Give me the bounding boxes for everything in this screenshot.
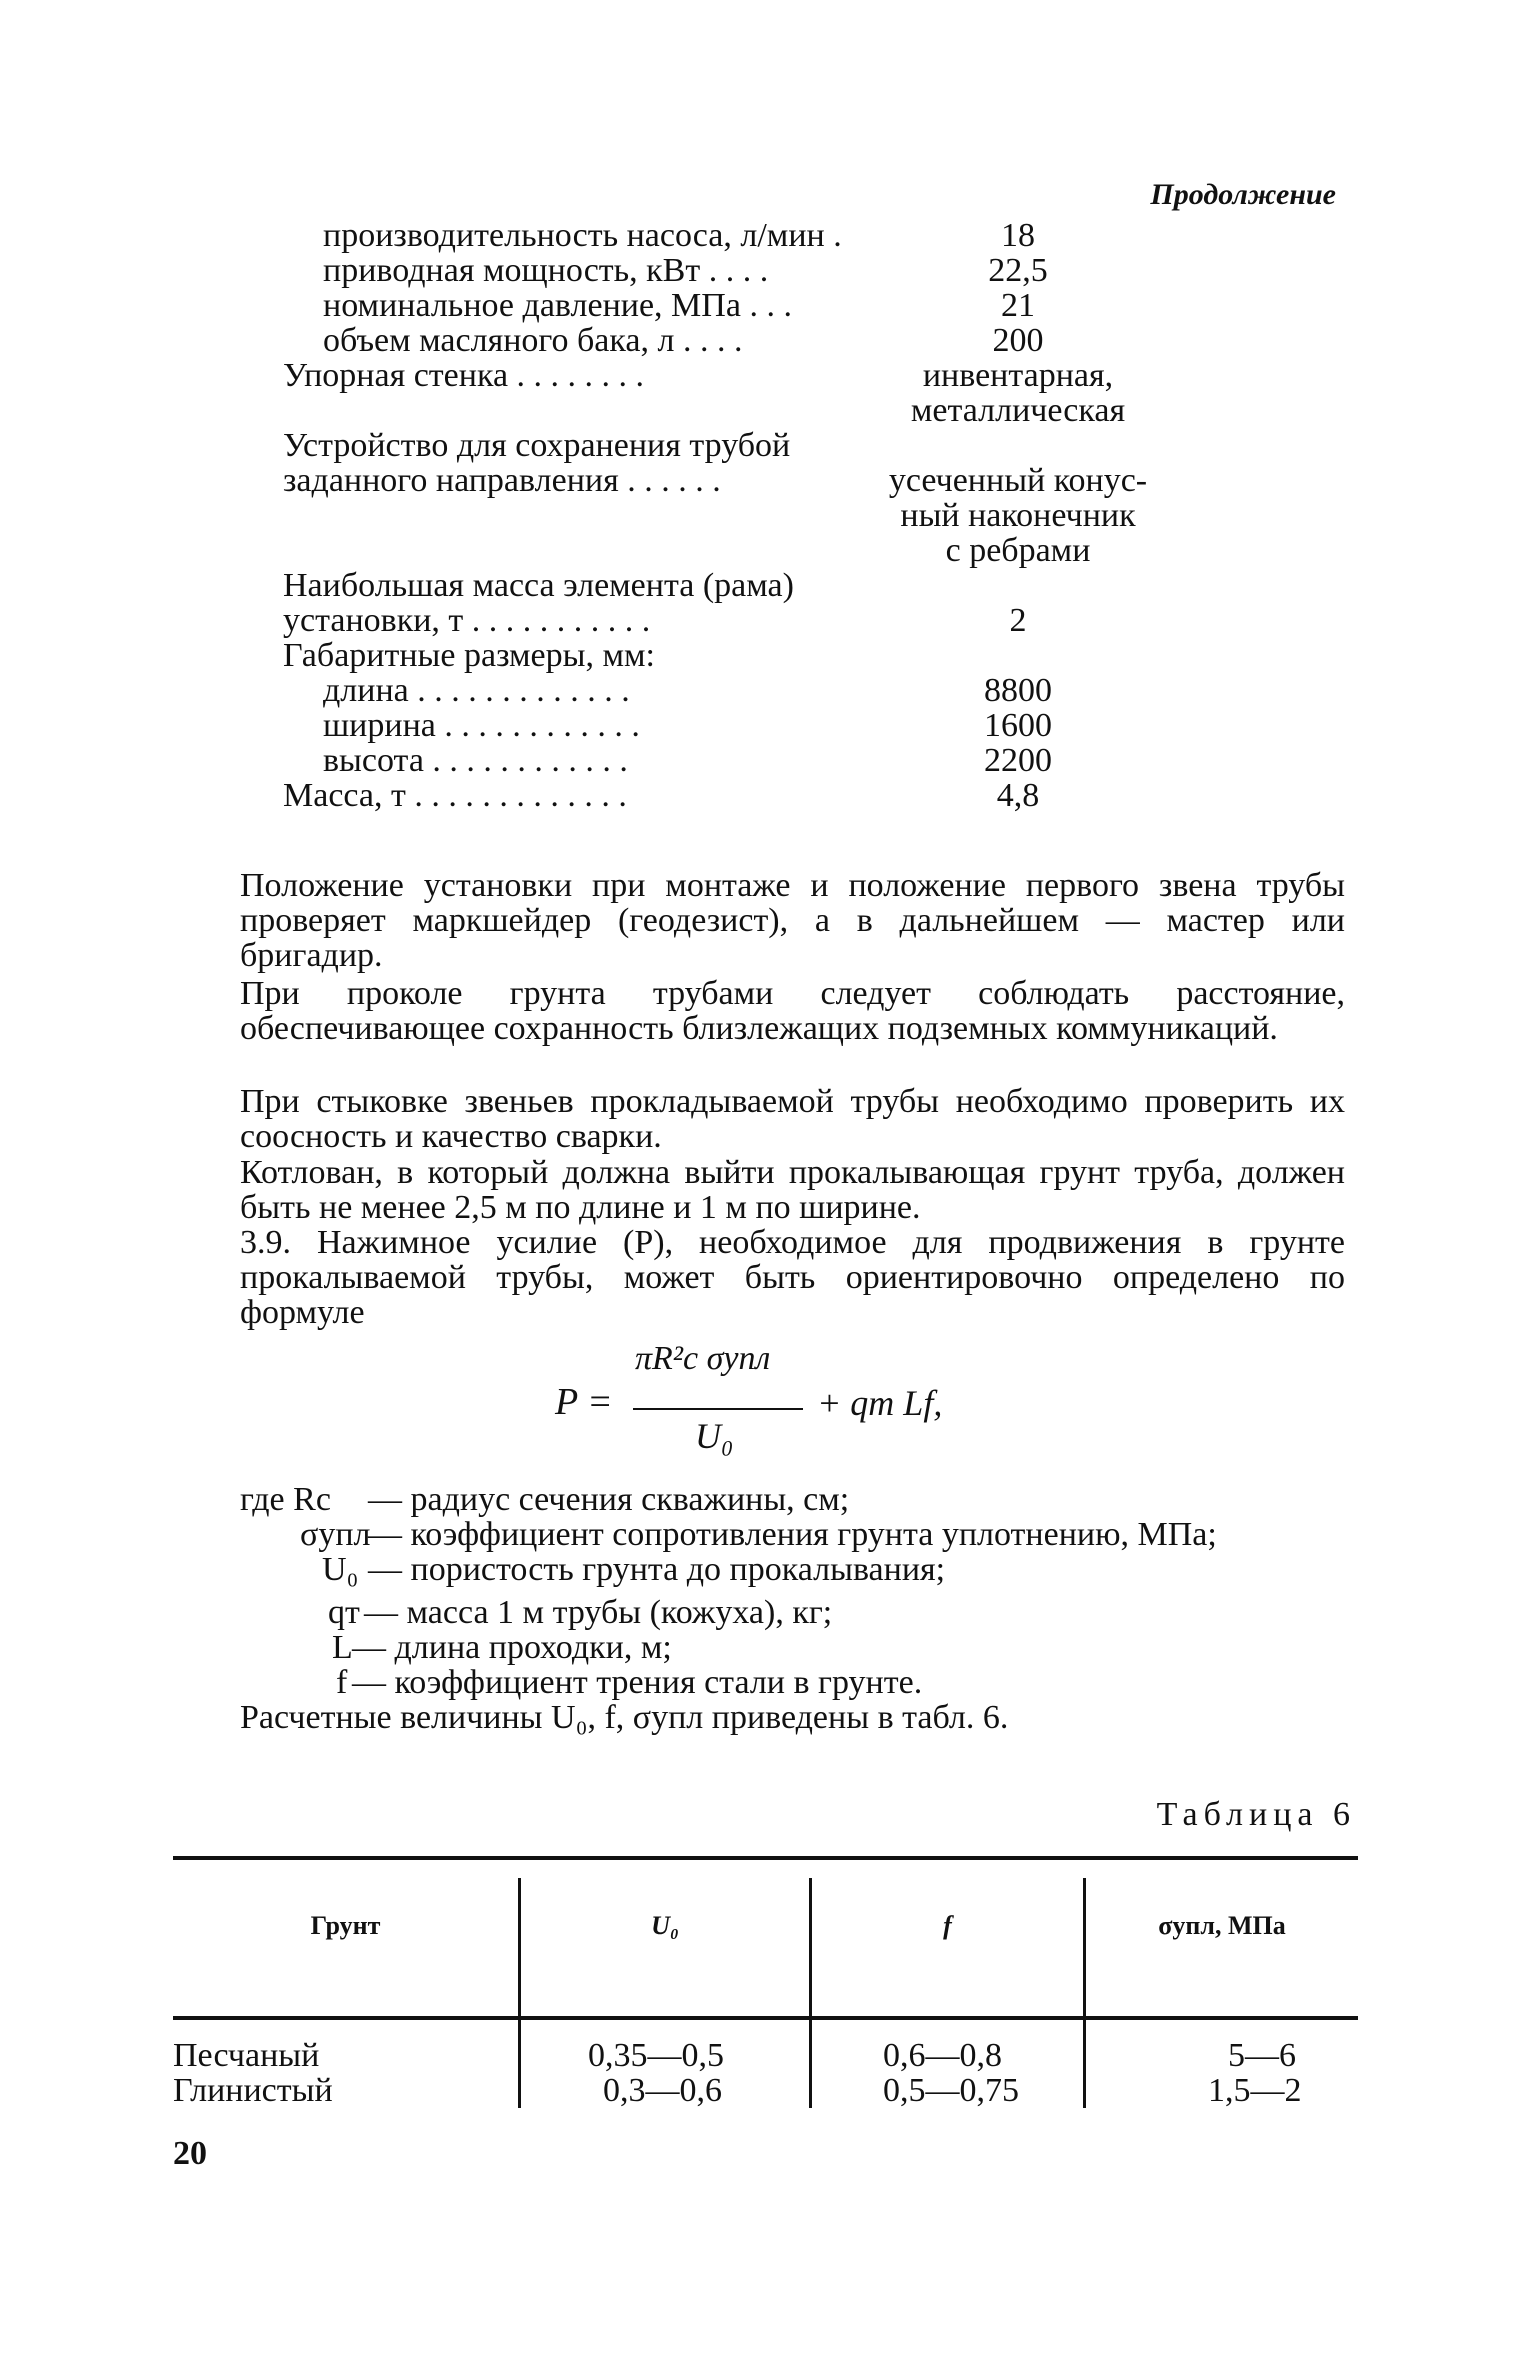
- formula-numerator: πR²c σупл: [635, 1340, 771, 1377]
- force-formula: [555, 1340, 1005, 1470]
- table-6: [173, 1856, 1358, 2116]
- spec-list: [283, 218, 1283, 813]
- spec-label: длина: [323, 672, 409, 709]
- table-cell: Песчаный: [173, 2037, 320, 2074]
- table-cell: 0,6—0,8: [883, 2037, 1002, 2074]
- spec-label-line: [283, 428, 790, 463]
- definition-item: [240, 1595, 1340, 1630]
- spec-row: [283, 533, 1283, 568]
- page-number: 20: [173, 2135, 207, 2172]
- paragraph-3: При стыковке звеньев прокладываемой трубы необходимо проверить их соосность и качество сварки.: [240, 1083, 1345, 1155]
- definition-text: — коэффициент трения стали в грунте.: [352, 1664, 923, 1701]
- table-cell: 5—6: [1228, 2037, 1296, 2074]
- spec-label-line: [323, 218, 842, 253]
- spec-row: [283, 743, 1283, 778]
- spec-label: Устройство для сохранения трубой: [283, 427, 791, 464]
- spec-label-line: [283, 463, 721, 498]
- definition-symbol: qт: [328, 1594, 360, 1631]
- definition-item: [240, 1517, 1340, 1552]
- closing-text: Расчетные величины U₀, f, σупл приведены в табл. 6.: [240, 1699, 1009, 1736]
- spec-label-line: [323, 288, 792, 323]
- spec-leader-dots: . . . .: [682, 322, 743, 359]
- definition-symbol: U₀: [322, 1551, 359, 1588]
- spec-label: Масса, т: [283, 777, 406, 814]
- definition-item: [240, 1630, 1340, 1665]
- spec-label: объем масляного бака, л: [323, 322, 675, 359]
- spec-label: Габаритные размеры, мм:: [283, 637, 655, 674]
- spec-leader-dots: . . . . . . . .: [516, 357, 645, 394]
- formula-denominator: U₀: [695, 1416, 734, 1456]
- definition-symbol: σупл: [300, 1516, 371, 1553]
- table-top-rule: [173, 1856, 1358, 1860]
- table-title: Таблица 6: [1156, 1796, 1356, 1833]
- definition-text: — радиус сечения скважины, см;: [368, 1481, 850, 1518]
- definition-text: — пористость грунта до прокалывания;: [368, 1551, 946, 1588]
- spec-value: 4,8: [996, 777, 1040, 814]
- paragraph-4: Котлован, в который должна выйти прокалывающая грунт труба, должен быть не менее 2,5 м по длине и 1 м по ширине.: [240, 1154, 1345, 1226]
- header-porosity: U₀: [651, 1911, 679, 1940]
- table-cell: 0,5—0,75: [883, 2072, 1019, 2109]
- spec-value: ный наконечник: [900, 497, 1136, 534]
- spec-row: [283, 323, 1283, 358]
- definition-text: — длина проходки, м;: [352, 1629, 672, 1666]
- spec-row: [283, 708, 1283, 743]
- spec-label: установки, т: [283, 602, 464, 639]
- spec-row: [283, 568, 1283, 603]
- continued-label: Продолжение: [1150, 178, 1336, 211]
- spec-label: заданного направления: [283, 462, 619, 499]
- spec-value: инвентарная,: [922, 357, 1114, 394]
- spec-row: [283, 603, 1283, 638]
- spec-value: усеченный конус-: [888, 462, 1148, 499]
- header-soil: Грунт: [310, 1911, 381, 1940]
- spec-label: приводная мощность, кВт: [323, 252, 701, 289]
- definitions-list: [240, 1482, 1340, 1735]
- spec-label-line: [323, 673, 630, 708]
- paragraph-2: При проколе грунта трубами следует соблюдать расстояние, обеспечивающее сохранность близлежащих подземных коммуникаций.: [240, 975, 1345, 1047]
- paragraph-1: Положение установки при монтаже и положение первого звена трубы проверяет маркшейдер (геодезист), а в дальнейшем — мастер или бригадир.: [240, 867, 1345, 974]
- spec-value: 18: [1001, 217, 1035, 254]
- spec-label-line: [323, 323, 742, 358]
- definition-item: [240, 1665, 1340, 1700]
- spec-leader-dots: . . . . . . . . . . . .: [444, 707, 640, 744]
- spec-value: с ребрами: [945, 532, 1091, 569]
- spec-value: 8800: [984, 672, 1052, 709]
- spec-leader-dots: . . .: [749, 287, 792, 324]
- closing-line: [240, 1700, 1340, 1735]
- spec-row: [283, 218, 1283, 253]
- spec-label-line: [323, 253, 768, 288]
- spec-leader-dots: . . . . . .: [627, 462, 721, 499]
- spec-value: 22,5: [988, 252, 1048, 289]
- spec-value: 2200: [984, 742, 1052, 779]
- definition-item: [240, 1552, 1340, 1587]
- definition-text: — масса 1 м трубы (кожуха), кг;: [364, 1594, 833, 1631]
- spec-leader-dots: . . . . . . . . . . .: [471, 602, 651, 639]
- header-friction: f: [943, 1911, 952, 1940]
- definition-text: — коэффициент сопротивления грунта уплотнению, МПа;: [368, 1516, 1217, 1553]
- spec-row: [283, 288, 1283, 323]
- table-header-rule: [173, 2016, 1358, 2020]
- formula-lhs: P =: [555, 1381, 613, 1423]
- spec-row: [283, 498, 1283, 533]
- spec-label: номинальное давление, МПа: [323, 287, 741, 324]
- spec-label-line: [283, 638, 655, 673]
- spec-leader-dots: . . . . . . . . . . . . .: [414, 777, 627, 814]
- spec-label: высота: [323, 742, 424, 779]
- spec-row: [283, 778, 1283, 813]
- spec-label-line: [283, 358, 644, 393]
- spec-value: 1600: [984, 707, 1052, 744]
- table-cell: 0,3—0,6: [603, 2072, 722, 2109]
- spec-row: [283, 673, 1283, 708]
- spec-row: [283, 253, 1283, 288]
- spec-label-line: [323, 708, 640, 743]
- definition-symbol: L: [332, 1629, 353, 1666]
- spec-label: производительность насоса, л/мин: [323, 217, 825, 254]
- spec-value: 21: [1001, 287, 1035, 324]
- definition-item: [240, 1482, 1340, 1517]
- table-cell: Глинистый: [173, 2072, 333, 2109]
- spec-row: [283, 358, 1283, 393]
- spec-value: 2: [1009, 602, 1027, 639]
- fraction-bar: [633, 1408, 803, 1410]
- header-resistance: σупл, МПа: [1158, 1911, 1286, 1940]
- spec-label-line: [283, 778, 627, 813]
- spec-value: металлическая: [910, 392, 1126, 429]
- definition-symbol: f: [336, 1664, 348, 1701]
- spec-value: 200: [992, 322, 1044, 359]
- table-cell: 1,5—2: [1208, 2072, 1302, 2109]
- spec-label: Упорная стенка: [283, 357, 509, 394]
- spec-leader-dots: . . . . . . . . . . . . .: [417, 672, 630, 709]
- spec-label-line: [323, 743, 628, 778]
- paragraph-5: 3.9. Нажимное усилие (P), необходимое для продвижения в грунте прокалываемой трубы, может быть ориентировочно определено по формуле: [240, 1224, 1345, 1331]
- spec-label-line: [283, 603, 650, 638]
- spec-leader-dots: .: [833, 217, 842, 254]
- spec-row: [283, 638, 1283, 673]
- definition-symbol: где Rc: [240, 1481, 331, 1518]
- spec-label-line: [283, 568, 794, 603]
- spec-leader-dots: . . . . . . . . . . . .: [432, 742, 628, 779]
- formula-rest: + qт Lf,: [817, 1383, 943, 1423]
- spec-label: ширина: [323, 707, 436, 744]
- table-cell: 0,35—0,5: [588, 2037, 724, 2074]
- spec-label: Наибольшая масса элемента (рама): [283, 567, 794, 604]
- spec-row: [283, 463, 1283, 498]
- spec-row: [283, 428, 1283, 463]
- spec-leader-dots: . . . .: [708, 252, 769, 289]
- spec-row: [283, 393, 1283, 428]
